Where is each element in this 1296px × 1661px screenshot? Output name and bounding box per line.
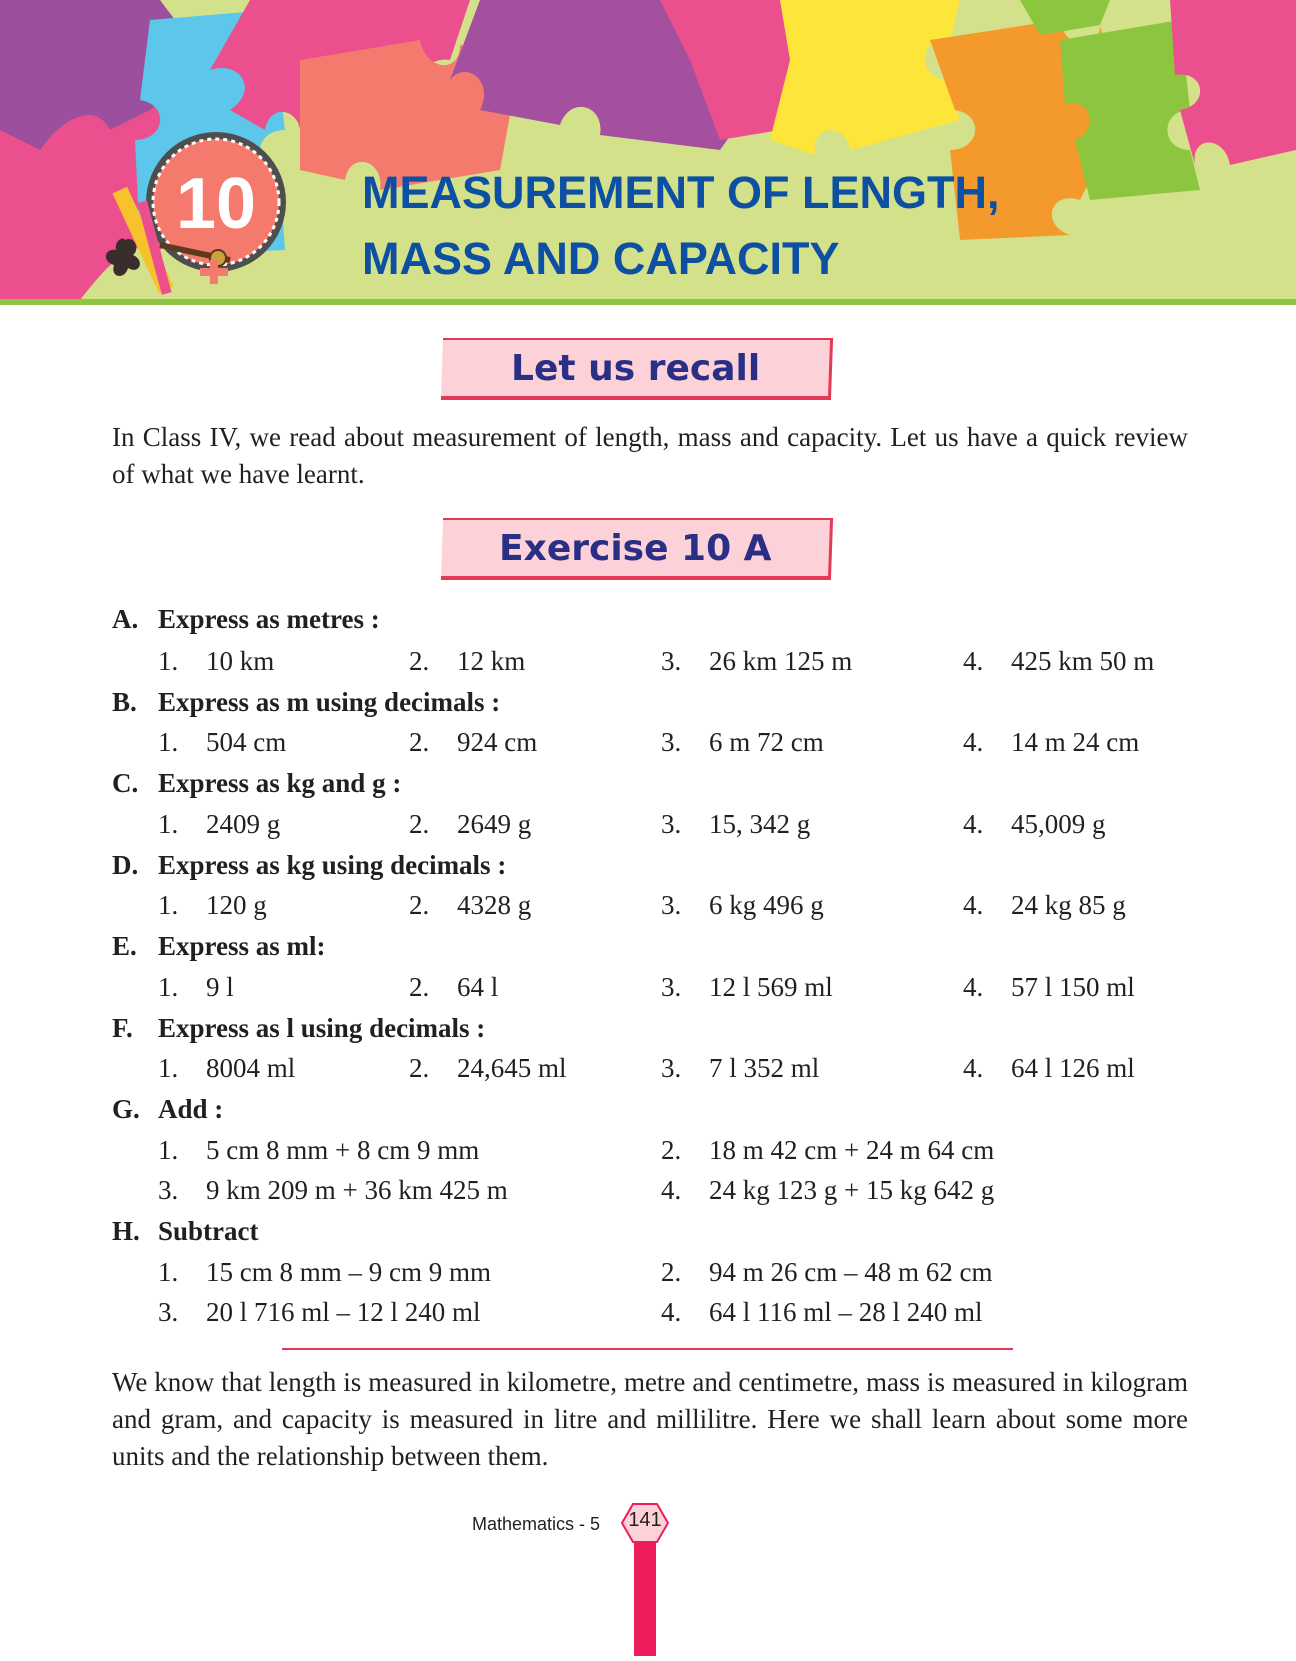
exercise-item: 2. 24,645 ml <box>409 1053 567 1083</box>
exercise-item: 1. 15 cm 8 mm – 9 cm 9 mm <box>158 1257 491 1287</box>
section-title: Express as kg using decimals : <box>158 850 507 880</box>
exercise-item: 3. 20 l 716 ml – 12 l 240 ml <box>158 1297 481 1327</box>
chapter-title-line1: MEASUREMENT OF LENGTH, <box>362 167 1000 218</box>
exercise-item: 4. 64 l 116 ml – 28 l 240 ml <box>661 1297 983 1327</box>
exercise-item: 4. 57 l 150 ml <box>963 972 1135 1002</box>
exercise-item: 1. 2409 g <box>158 809 281 839</box>
exercise-item: 2. 4328 g <box>409 890 532 920</box>
section-letter: G. <box>112 1094 140 1124</box>
section-title: Add : <box>158 1094 224 1124</box>
exercise-item: 4. 64 l 126 ml <box>963 1053 1135 1083</box>
section-a-heading <box>112 602 380 636</box>
section-title: Express as ml: <box>158 931 326 961</box>
exercise-item: 2. 12 km <box>409 646 526 676</box>
exercise-item: 4. 24 kg 85 g <box>963 890 1126 920</box>
exercise-item: 4. 14 m 24 cm <box>963 727 1140 757</box>
section-h-heading <box>112 1214 259 1248</box>
exercise-item: 2. 2649 g <box>409 809 532 839</box>
closing-paragraph: We know that length is measured in kilometre, metre and centimetre, mass is measured in kilogram and gram, and capacity is measured in litre and millilitre. Here we shall learn about some more units and the relationship between them. <box>112 1367 1188 1471</box>
recall-paragraph: In Class IV, we read about measurement of length, mass and capacity. Let us have a quick review of what we have learnt. <box>112 422 1188 489</box>
section-e-heading <box>112 929 326 963</box>
exercise-item: 3. 9 km 209 m + 36 km 425 m <box>158 1175 508 1205</box>
exercise-item: 4. 45,009 g <box>963 809 1106 839</box>
exercise-item: 1. 10 km <box>158 646 275 676</box>
exercise-item: 2. 64 l <box>409 972 499 1002</box>
section-letter: B. <box>112 687 137 717</box>
exercise-item: 1. 8004 ml <box>158 1053 296 1083</box>
section-d-heading <box>112 848 506 882</box>
section-c-heading <box>112 766 401 800</box>
section-b-heading <box>112 685 500 719</box>
footer-book-label: Mathematics - 5 <box>472 1514 601 1534</box>
recall-heading-box <box>441 338 833 400</box>
exercise-item: 2. 94 m 26 cm – 48 m 62 cm <box>661 1257 993 1287</box>
exercise-item: 1. 9 l <box>158 972 234 1002</box>
exercise-heading-box <box>441 518 833 580</box>
section-letter: D. <box>112 850 139 880</box>
section-title: Subtract <box>158 1216 259 1246</box>
section-title: Express as kg and g : <box>158 768 402 798</box>
page-number-badge <box>620 1502 670 1656</box>
exercise-item: 4. 425 km 50 m <box>963 646 1155 676</box>
recall-heading: Let us recall <box>510 347 761 389</box>
chapter-title-line2: MASS AND CAPACITY <box>362 233 840 284</box>
exercise-item: 3. 12 l 569 ml <box>661 972 833 1002</box>
section-letter: E. <box>112 931 137 961</box>
section-g-heading <box>112 1092 223 1126</box>
chapter-title <box>362 160 1000 292</box>
exercise-item: 1. 120 g <box>158 890 267 920</box>
page-number: 141 <box>628 1509 662 1531</box>
section-title: Express as l using decimals : <box>158 1013 486 1043</box>
exercise-item: 2. 18 m 42 cm + 24 m 64 cm <box>661 1135 995 1165</box>
section-title: Express as m using decimals : <box>158 687 501 717</box>
exercise-item: 1. 504 cm <box>158 727 287 757</box>
exercise-item: 3. 7 l 352 ml <box>661 1053 820 1083</box>
exercise-heading: Exercise 10 A <box>499 527 772 569</box>
section-letter: F. <box>112 1013 133 1043</box>
exercise-item: 3. 15, 342 g <box>661 809 811 839</box>
section-title: Express as metres : <box>158 604 380 634</box>
chapter-banner <box>0 0 1296 305</box>
exercise-item: 1. 5 cm 8 mm + 8 cm 9 mm <box>158 1135 480 1165</box>
exercise-item: 3. 26 km 125 m <box>661 646 853 676</box>
section-letter: C. <box>112 768 139 798</box>
section-letter: H. <box>112 1216 140 1246</box>
section-divider <box>282 1348 1013 1350</box>
exercise-item: 3. 6 m 72 cm <box>661 727 824 757</box>
exercise-item: 3. 6 kg 496 g <box>661 890 824 920</box>
section-f-heading <box>112 1011 485 1045</box>
exercise-item: 2. 924 cm <box>409 727 538 757</box>
exercise-item: 4. 24 kg 123 g + 15 kg 642 g <box>661 1175 995 1205</box>
section-letter: A. <box>112 604 139 634</box>
chapter-number: 10 <box>175 164 257 244</box>
